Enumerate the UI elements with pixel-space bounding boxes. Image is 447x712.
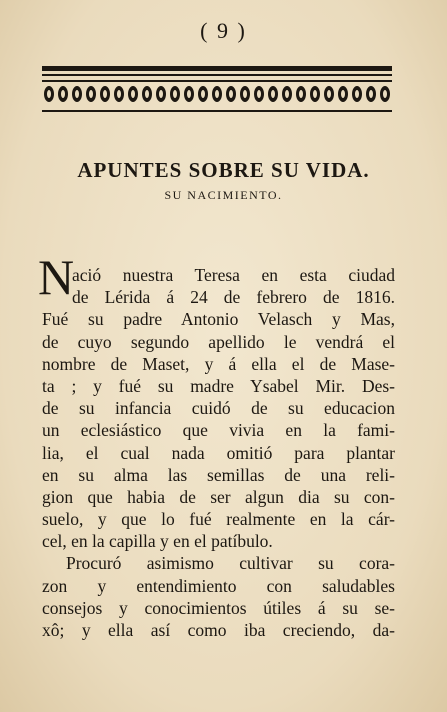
drop-cap: N [38, 249, 75, 305]
text-line: Fué su padre Antonio Velasch y Mas, [42, 309, 395, 330]
section-title: APUNTES SOBRE SU VIDA. [77, 158, 370, 182]
section-subtitle: SU NACIMIENTO. [164, 188, 283, 202]
text-line: cel, en la capilla y en el patíbulo. [42, 531, 273, 552]
text-line: de Lérida á 24 de febrero de 1816. [72, 287, 395, 308]
text-line: de cuyo segundo apellido le vendrá el [42, 331, 395, 352]
text-line: consejos y conocimientos útiles á su se- [42, 597, 395, 618]
text-line: gion que habia de ser algun dia su con- [42, 486, 395, 507]
text-line: ta ; y fué su madre Ysabel Mir. Des- [42, 375, 395, 396]
text-line: ació nuestra Teresa en esta ciudad [72, 265, 395, 285]
text-line: lia, el cual nada omitió para plantar [42, 442, 395, 463]
text-line: un eclesiástico que vivia en la fami- [42, 420, 395, 441]
ornamental-border [42, 80, 392, 112]
text-line: Procuró asimismo cultivar su cora- [66, 553, 395, 574]
ornament-pattern-icon [42, 82, 392, 106]
text-line: xô; y ella así como iba creciendo, da- [42, 620, 395, 640]
text-line: en su alma las semillas de una reli- [42, 464, 395, 485]
text-line: zon y entendimiento con saludables [42, 575, 395, 596]
body-text [42, 264, 395, 641]
header-rule-thick [42, 66, 392, 71]
text-line: suelo, y que lo fué realmente en la cár- [42, 509, 395, 530]
text-line: nombre de Maset, y á ella el de Mase- [42, 353, 395, 374]
header-rule-thin [42, 74, 392, 76]
page-number: ( 9 ) [200, 18, 247, 43]
text-line: de su infancia cuidó de su educacion [42, 398, 395, 419]
